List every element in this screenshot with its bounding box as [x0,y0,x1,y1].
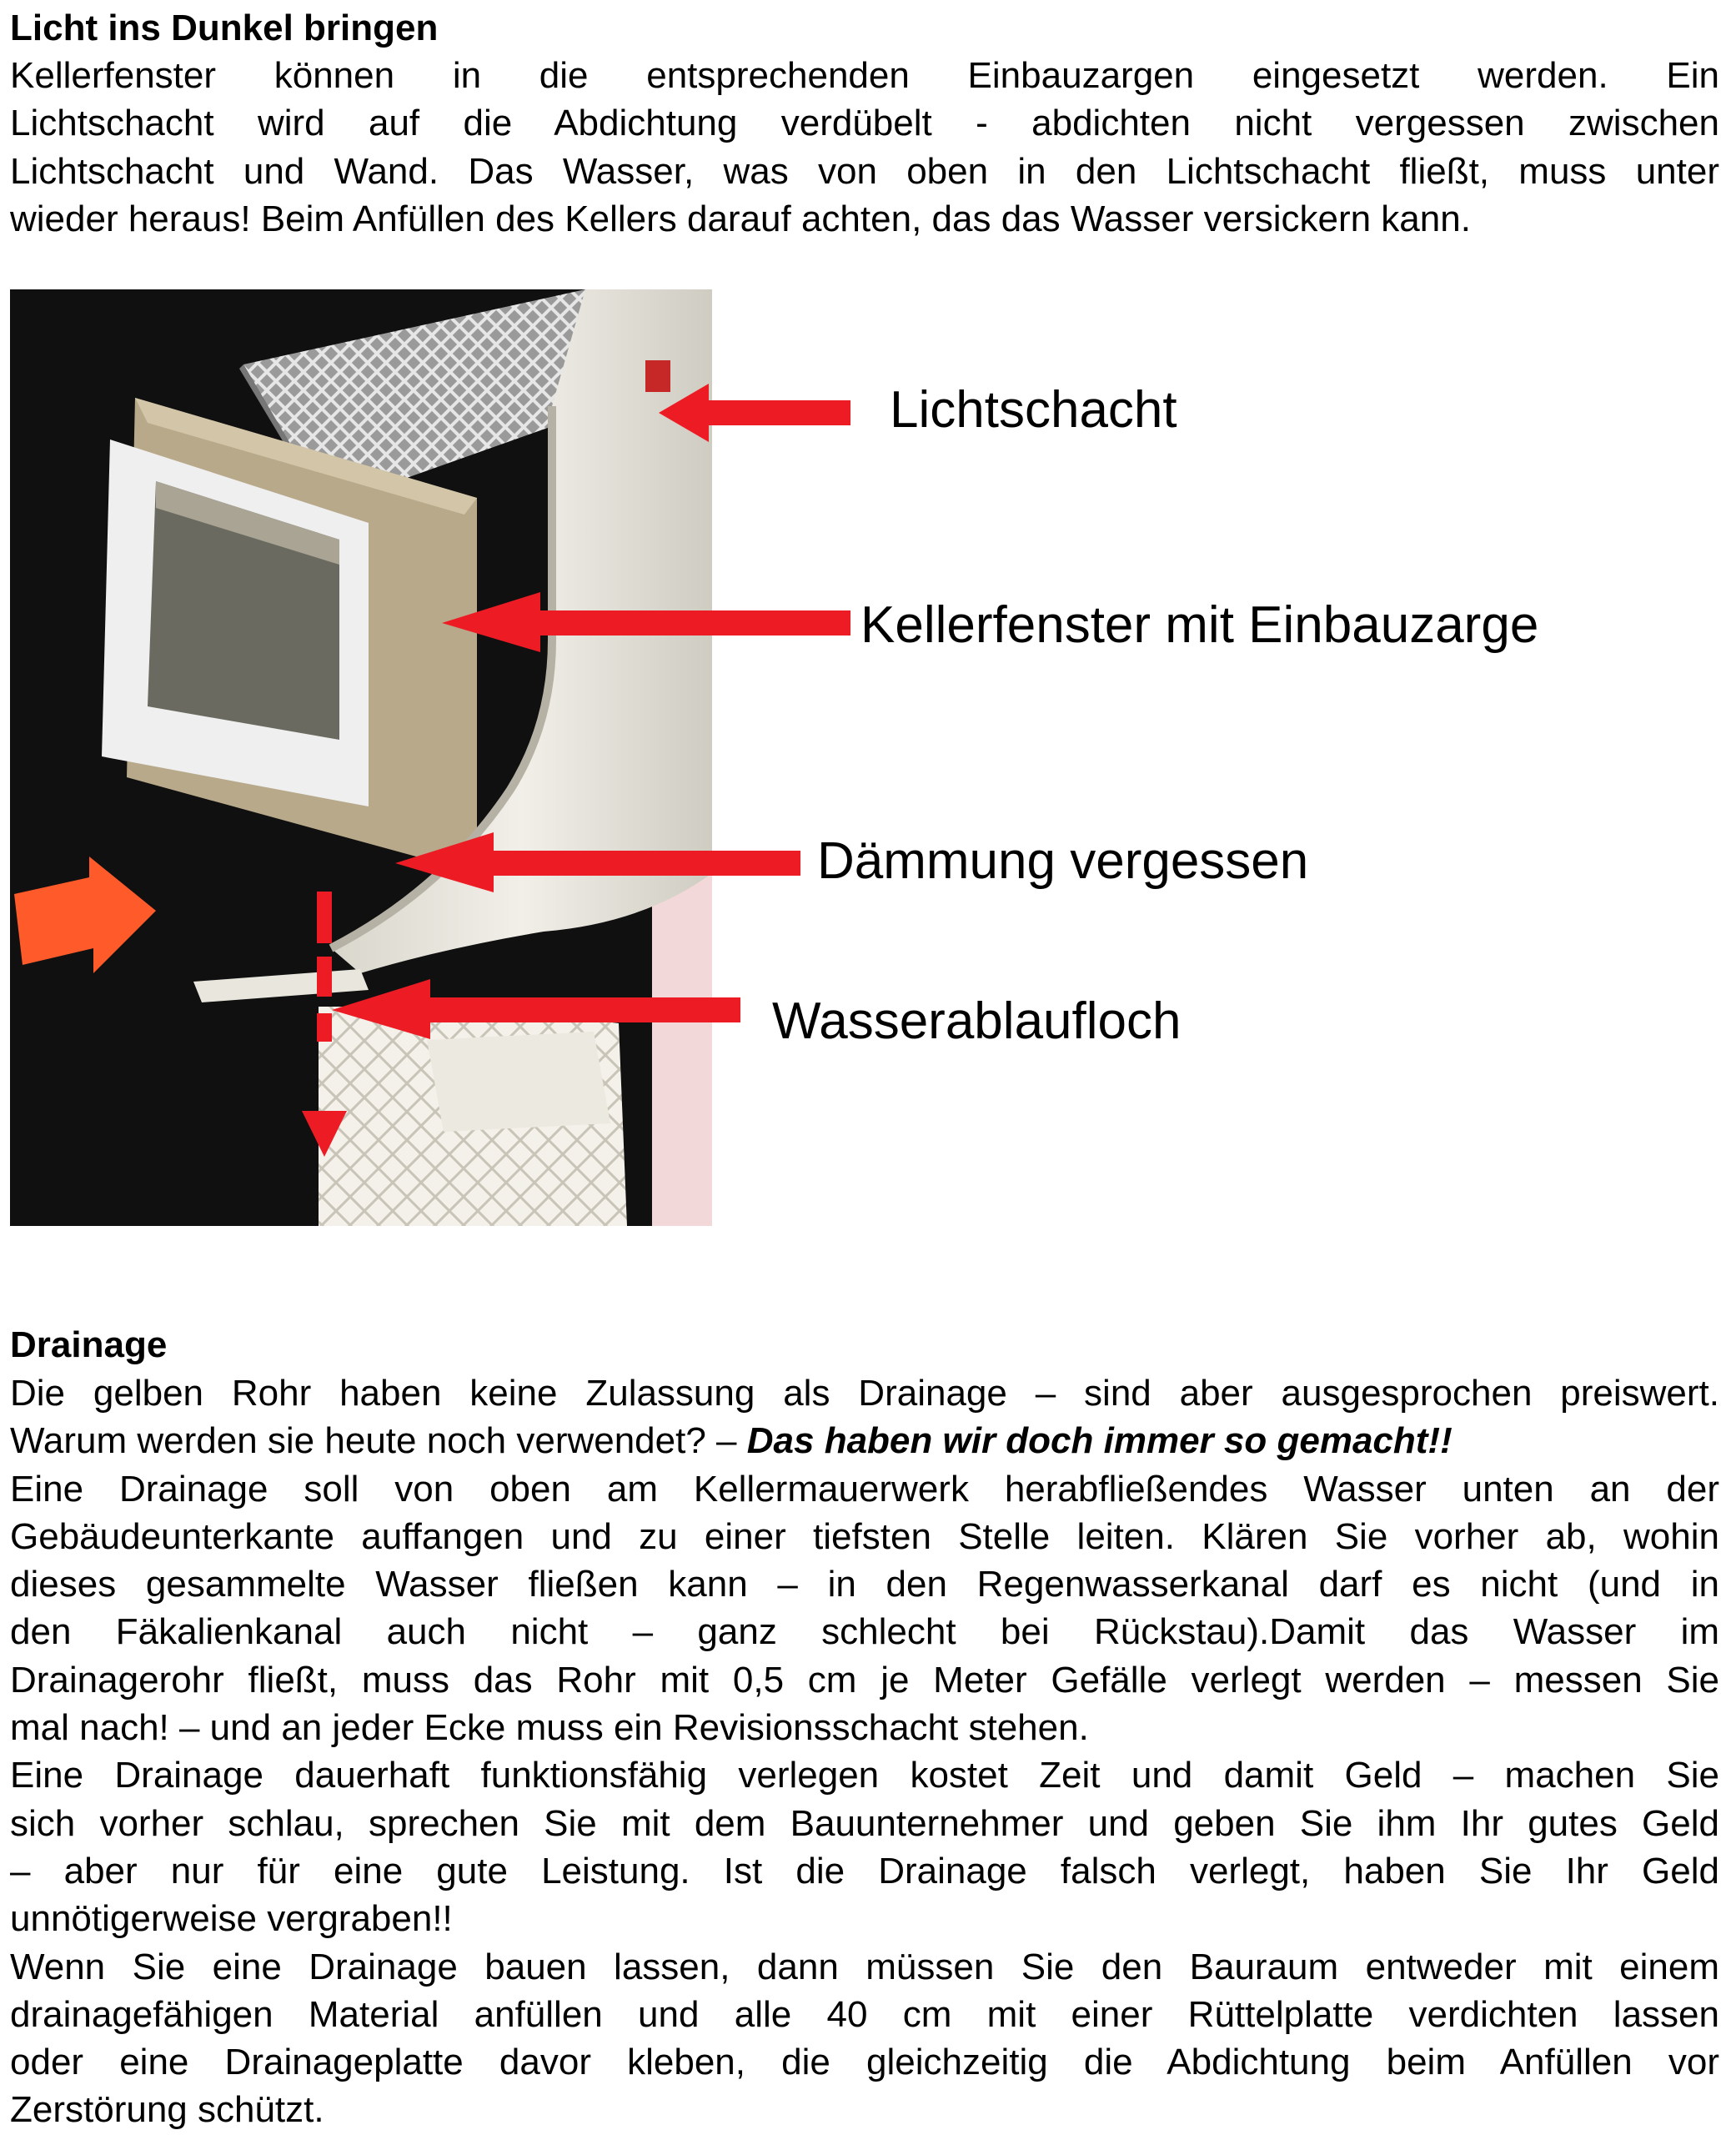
arrow-daemmung [395,832,800,892]
intro-line: Lichtschacht und Wand. Das Wasser, was von oben in den Lichtschacht fließt, muss unter [10,150,1719,192]
drainage-line: Eine Drainage dauerhaft funktionsfähig verlegen kostet Zeit und damit Geld – machen Sie [10,1755,1719,1796]
drainage-line [10,1417,1719,1464]
arrow-lichtschacht [659,379,850,446]
drainage-line: unnötigerweise vergraben!! [10,1898,453,1940]
intro-line: Lichtschacht wird auf die Abdichtung verdübelt - abdichten nicht vergessen zwischen [10,103,1719,144]
section-title-drainage: Drainage [10,1324,168,1365]
intro-line: Kellerfenster können in die entsprechenden Einbauzargen eingesetzt werden. Ein [10,55,1719,96]
drainage-paragraph [10,1369,1719,2134]
label-lichtschacht: Lichtschacht [890,381,1177,439]
drainage-line: Die gelben Rohr haben keine Zulassung als Drainage – sind aber ausgesprochen preiswert. [10,1373,1719,1414]
label-daemmung: Dämmung vergessen [817,832,1309,890]
arrow-kellerfenster [442,592,850,652]
drainage-line: drainagefähigen Material anfüllen und alle 40 cm mit einer Rüttelplatte verdichten lassen [10,1993,1719,2035]
section-title-licht: Licht ins Dunkel bringen [10,8,439,48]
drainage-line: mal nach! – und an jeder Ecke muss ein Revisionsschacht stehen. [10,1707,1089,1749]
drainage-line: den Fäkalienkanal auch nicht – ganz schlecht bei Rückstau).Damit das Wasser im [10,1611,1719,1653]
drainage-line: Zerstörung schützt. [10,2089,324,2131]
photo-illustration [10,289,712,1226]
drainage-line: Drainagerohr fließt, muss das Rohr mit 0,5 cm je Meter Gefälle verlegt werden – messen Sie [10,1659,1719,1700]
intro-line: wieder heraus! Beim Anfüllen des Kellers darauf achten, das das Wasser versickern kann. [10,198,1471,239]
label-wasserablauf: Wasserablaufloch [772,992,1182,1050]
label-kellerfenster: Kellerfenster mit Einbauzarge [860,596,1539,654]
drainage-line: Gebäudeunterkante auffangen und zu einer tiefsten Stelle leiten. Klären Sie vorher ab, wohin [10,1515,1719,1557]
drainage-line: oder eine Drainageplatte davor kleben, die gleichzeitig die Abdichtung beim Anfüllen vor [10,2042,1719,2083]
drainage-line: sich vorher schlau, sprechen Sie mit dem Bauunternehmer und geben Sie ihm Ihr gutes Geld [10,1802,1719,1844]
basement-window-photo [10,289,712,1226]
arrow-wasserablauf [332,979,740,1039]
drainage-question: Warum werden sie heute noch verwendet? – [10,1420,737,1462]
drainage-line: dieses gesammelte Wasser fließen kann – in den Regenwasserkanal darf es nicht (und in [10,1564,1719,1605]
drainage-line: Wenn Sie eine Drainage bauen lassen, dann müssen Sie den Bauraum entweder mit einem [10,1946,1719,1987]
drainage-line: Eine Drainage soll von oben am Kellermauerwerk herabfließendes Wasser unten an der [10,1468,1719,1510]
drainage-line: – aber nur für eine gute Leistung. Ist die Drainage falsch verlegt, haben Sie Ihr Geld [10,1850,1719,1891]
drainage-emphasis: Das haben wir doch immer so gemacht!! [746,1420,1453,1462]
intro-paragraph [10,52,1719,243]
